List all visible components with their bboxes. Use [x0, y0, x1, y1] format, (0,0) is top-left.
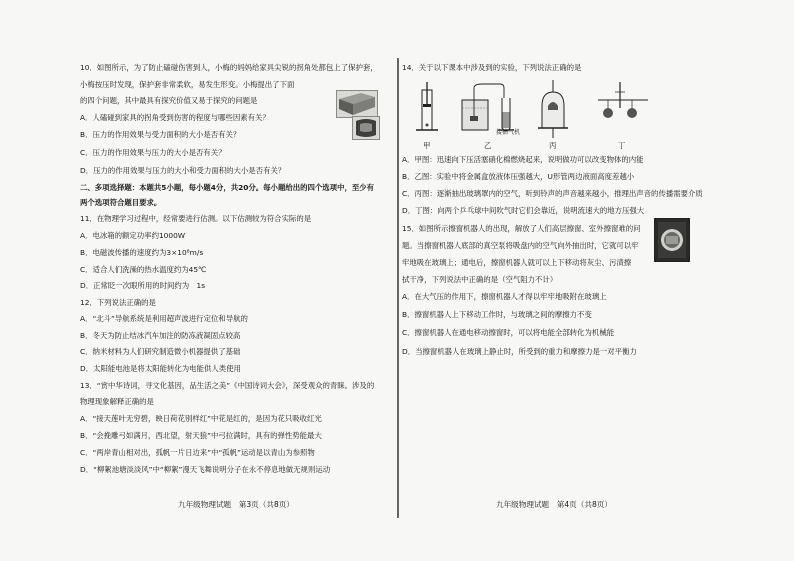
section2-heading-line1: 二、多项选择题：本题共5小题，每小题4分，共20分。每小题给出的四个选项中，至少有: [80, 183, 375, 192]
q10-option-d: D．压力的作用效果与压力的大小和受力面积的大小是否有关？: [80, 166, 286, 175]
q12-option-b: B．冬天为防止结冰汽车加注的防冻液凝固点较高: [80, 331, 241, 340]
pump-label: 接抽气机: [496, 129, 521, 136]
pressure-gauge-icon: [462, 84, 514, 131]
q10-line3: 的四个问题，其中最具有探究价值又易于探究的问题是: [80, 96, 258, 105]
left-page-footer: 九年级物理试题 第3页（共8页）: [178, 500, 294, 509]
bell-jar-icon: [538, 80, 568, 138]
q11-option-b: B．电磁波传播的速度约为3×10⁸m/s: [80, 248, 204, 257]
q14-experiment-figures: [402, 78, 654, 150]
q10-option-b: B．压力的作用效果与受力面积的大小是否有关？: [80, 130, 241, 139]
column-divider: [397, 58, 399, 518]
q14-option-c: C．丙图：逐渐抽出玻璃罩内的空气，听到铃声的声音越来越小，推理出声音的传播需要介质: [402, 189, 703, 198]
q15-line1: 15．如图所示擦窗机器人的出现，解放了人们高层擦窗、室外擦窗难的问: [402, 224, 641, 233]
ping-pong-balls-icon: [598, 82, 648, 118]
q10-option-c: C．压力的作用效果与压力的大小是否有关？: [80, 148, 226, 157]
q10-line1: 10．如图所示，为了防止磕碰伤害到人，小梅的妈妈给家具尖锐的拐角处都包上了保护套，: [80, 63, 378, 72]
q15-option-b: B．擦窗机器人上下移动工作时，与玻璃之间的摩擦力不变: [402, 310, 592, 319]
q13-option-c: C．“两岸青山相对出，孤帆一片日边来”中“孤帆”运动是以青山为参照物: [80, 448, 315, 457]
q11-stem: 11．在物理学习过程中，经常要进行估测。以下估测较为符合实际的是: [80, 214, 312, 223]
q10-option-a: A．人磕碰到家具的拐角受到伤害的程度与哪些因素有关？: [80, 113, 270, 122]
q12-option-d: D．太阳能电池是将太阳能转化为电能供人类使用: [80, 364, 241, 373]
corner-guard-figure: [352, 116, 380, 140]
q13-option-d: D．“柳絮池塘淡淡风”中“柳絮”漫天飞舞说明分子在永不停息地做无规则运动: [80, 465, 331, 474]
q14-option-a: A．甲图：迅速向下压活塞硝化棉燃烧起来，说明做功可以改变物体的内能: [402, 155, 644, 164]
q14-option-b: B．乙图：实验中将金属盒放液体压强越大，U形管两边液面高度差越小: [402, 172, 635, 181]
q12-option-c: C．纳米材料为人们研究制造微小机器提供了基础: [80, 347, 241, 356]
furniture-corner-figure: [336, 90, 378, 118]
right-page-footer: 九年级物理试题 第4页（共8页）: [496, 500, 612, 509]
q13-line2: 物理现象解释正确的是: [80, 397, 154, 406]
q11-option-c: C．适合人们洗澡的热水温度约为45℃: [80, 265, 207, 274]
q14-stem: 14．关于以下课本中涉及到的实验，下列说法正确的是: [402, 63, 582, 72]
q13-option-a: A．“接天莲叶无穷碧，映日荷花别样红”中花是红的，是因为花只吸收红光: [80, 414, 322, 423]
q14-option-d: D．丁图：向两个乒乓球中间吹气时它们会靠近，说明流速大的地方压强大: [402, 206, 645, 215]
label-ding: 丁: [618, 141, 626, 150]
q15-line4: 拭干净，下列说法中正确的是（空气阻力不计）: [402, 275, 558, 284]
q12-stem: 12．下列说法正确的是: [80, 298, 156, 307]
q13-option-b: B．“会挽雕弓如满月，西北望，射天狼”中弓拉满时，具有的弹性势能最大: [80, 431, 322, 440]
robot-icon: [655, 219, 689, 261]
q15-option-a: A．在大气压的作用下，擦窗机器人才得以牢牢地吸附在玻璃上: [402, 292, 607, 301]
q12-option-a: A．“北斗”导航系统是利用超声波进行定位和导航的: [80, 314, 248, 323]
furniture-corner-icon: [337, 91, 377, 117]
q11-option-a: A．电冰箱的额定功率约1000W: [80, 231, 186, 240]
piston-cylinder-icon: [416, 82, 438, 130]
label-yi: 乙: [484, 141, 492, 150]
label-jia: 甲: [423, 141, 431, 150]
q15-line3: 牢地吸在玻璃上；通电后，擦窗机器人就可以上下移动将灰尘、污渍擦: [402, 258, 632, 267]
q15-line2: 题。当擦窗机器人底部的真空泵将吸盘内的空气向外抽出时，它就可以牢: [402, 241, 639, 250]
q13-line1: 13．“赏中华诗词，寻文化基因，品生活之美”《中国诗词大会》，深受观众的青睐。涉及的: [80, 381, 375, 390]
section2-heading-line2: 两个选项符合题目要求。: [80, 198, 162, 207]
window-cleaning-robot-figure: [654, 218, 690, 262]
q11-option-d: D．正常眨一次眼所用的时间约为 1s: [80, 281, 206, 290]
q15-option-d: D．当擦窗机器人在玻璃上静止时，所受到的重力和摩擦力是一对平衡力: [402, 347, 637, 356]
corner-guard-icon: [353, 117, 379, 139]
q15-option-c: C．擦窗机器人在通电移动擦窗时，可以将电能全部转化为机械能: [402, 328, 615, 337]
label-bing: 丙: [549, 141, 557, 150]
q10-line2: 小梅按压时发现，保护套非常柔软，易发生形变。小梅提出了下面: [80, 80, 295, 89]
